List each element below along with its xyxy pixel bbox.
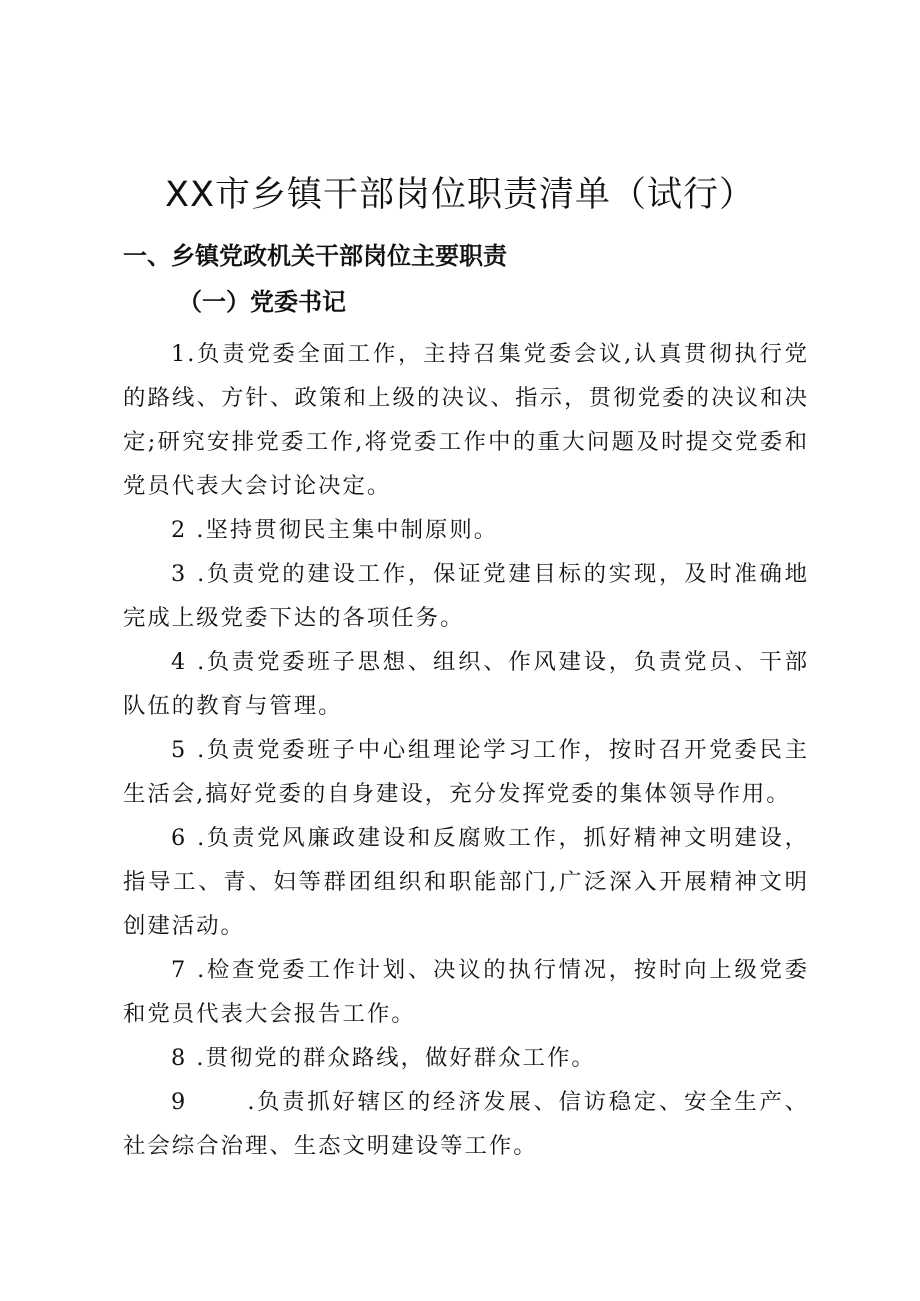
duty-item-7: 7 .检查党委工作计划、决议的执行情况，按时向上级党委和党员代表大会报告工作。 — [123, 957, 809, 1027]
section-heading: 一、乡镇党政机关干部岗位主要职责 — [123, 242, 507, 270]
duty-item-5: 5 .负责党委班子中心组理论学习工作，按时召开党委民主生活会,搞好党委的自身建设，充分发挥党委的集体领导作用。 — [123, 737, 809, 807]
document-title: XX市乡镇干部岗位职责清单（试行） — [165, 175, 755, 215]
duty-item-9: 9 .负责抓好辖区的经济发展、信访稳定、安全生产、社会综合治理、生态文明建设等工作。 — [123, 1089, 809, 1159]
duty-item-1: 1.负责党委全面工作，主持召集党委会议,认真贯彻执行党的路线、方针、政策和上级的决议、指示，贯彻党委的决议和决定;研究安排党委工作,将党委工作中的重大问题及时提交党委和党员代表大会讨论决定。 — [123, 341, 809, 499]
duty-item-6: 6 .负责党风廉政建设和反腐败工作，抓好精神文明建设，指导工、青、妇等群团组织和职能部门,广泛深入开展精神文明创建活动。 — [123, 825, 809, 939]
duty-item-8: 8 .贯彻党的群众路线，做好群众工作。 — [171, 1045, 596, 1071]
duty-item-2: 2 .坚持贯彻民主集中制原则。 — [171, 517, 499, 543]
subsection-heading: （一）党委书记 — [178, 288, 346, 316]
duty-item-3: 3 .负责党的建设工作，保证党建目标的实现，及时准确地完成上级党委下达的各项任务。 — [123, 561, 809, 631]
duty-item-4: 4 .负责党委班子思想、组织、作风建设，负责党员、干部队伍的教育与管理。 — [123, 649, 809, 719]
duty-list — [123, 332, 809, 1168]
